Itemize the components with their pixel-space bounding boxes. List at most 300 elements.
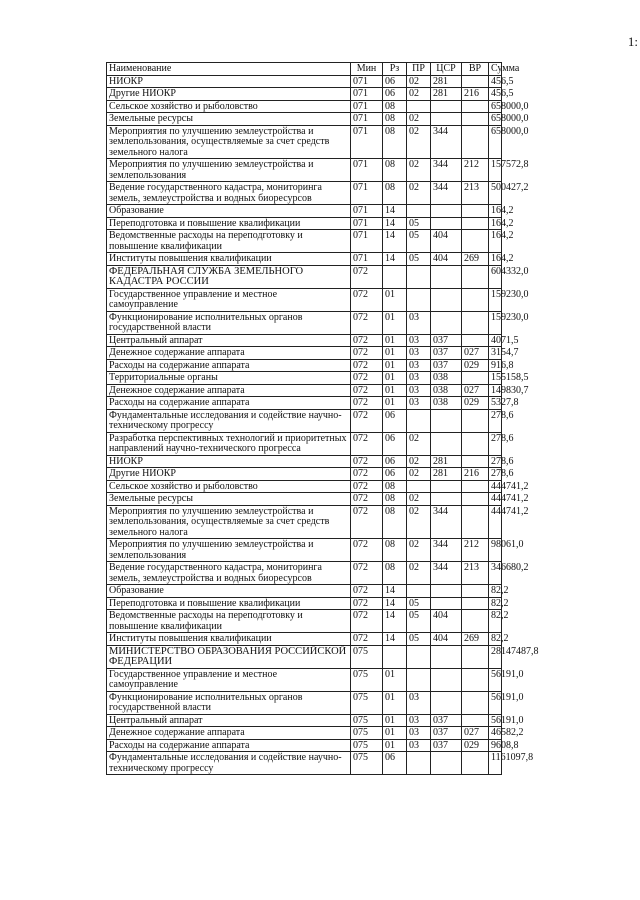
cell-min: 072 [351, 288, 383, 311]
cell-min: 072 [351, 562, 383, 585]
cell-rz: 14 [383, 253, 407, 266]
cell-csr [431, 265, 462, 288]
cell-name: Земельные ресурсы [107, 493, 351, 506]
table-row [107, 372, 502, 385]
cell-pr: 03 [407, 727, 431, 740]
cell-rz: 01 [383, 334, 407, 347]
cell-pr: 02 [407, 88, 431, 101]
cell-name: Функционирование исполнительных органов государственной власти [107, 311, 351, 334]
cell-sum: 444741,2 [489, 493, 502, 506]
table-row [107, 265, 502, 288]
cell-name: НИОКР [107, 75, 351, 88]
cell-pr [407, 752, 431, 775]
cell-name: Государственное управление и местное самоуправление [107, 288, 351, 311]
cell-rz: 01 [383, 359, 407, 372]
cell-sum: 916,8 [489, 359, 502, 372]
cell-rz: 14 [383, 217, 407, 230]
cell-rz: 08 [383, 113, 407, 126]
cell-rz: 14 [383, 585, 407, 598]
cell-min: 071 [351, 125, 383, 159]
table-row [107, 334, 502, 347]
cell-pr [407, 480, 431, 493]
cell-name: Разработка перспективных технологий и приоритетных направлений научно-технического прогресса [107, 432, 351, 455]
table-row [107, 727, 502, 740]
table-row [107, 585, 502, 598]
cell-min: 072 [351, 455, 383, 468]
cell-rz: 06 [383, 409, 407, 432]
table-row [107, 562, 502, 585]
cell-name: Расходы на содержание аппарата [107, 739, 351, 752]
cell-csr: 404 [431, 610, 462, 633]
cell-sum: 56191,0 [489, 668, 502, 691]
cell-name: Центральный аппарат [107, 714, 351, 727]
cell-name: Ведомственные расходы на переподготовку и повышение квалификации [107, 230, 351, 253]
cell-min: 075 [351, 727, 383, 740]
cell-csr [431, 217, 462, 230]
table-row [107, 125, 502, 159]
table-header-row [107, 63, 502, 76]
cell-pr: 03 [407, 714, 431, 727]
cell-vr: 029 [462, 397, 489, 410]
cell-sum: 278,6 [489, 468, 502, 481]
cell-sum: 658000,0 [489, 113, 502, 126]
cell-pr: 05 [407, 633, 431, 646]
cell-sum: 658000,0 [489, 100, 502, 113]
cell-min: 072 [351, 633, 383, 646]
cell-min: 072 [351, 610, 383, 633]
cell-name: Образование [107, 205, 351, 218]
cell-min: 075 [351, 714, 383, 727]
cell-csr [431, 113, 462, 126]
cell-sum: 604332,0 [489, 265, 502, 288]
cell-vr: 027 [462, 347, 489, 360]
table-row [107, 182, 502, 205]
cell-vr [462, 493, 489, 506]
table-row [107, 217, 502, 230]
cell-sum: 9608,8 [489, 739, 502, 752]
cell-rz: 08 [383, 182, 407, 205]
table-row [107, 493, 502, 506]
cell-name: НИОКР [107, 455, 351, 468]
cell-pr [407, 100, 431, 113]
cell-csr: 037 [431, 727, 462, 740]
cell-rz: 01 [383, 739, 407, 752]
table-row [107, 455, 502, 468]
cell-vr [462, 409, 489, 432]
cell-vr [462, 100, 489, 113]
cell-pr: 02 [407, 505, 431, 539]
cell-vr [462, 311, 489, 334]
cell-sum: 278,6 [489, 455, 502, 468]
cell-csr: 281 [431, 468, 462, 481]
cell-sum: 82,2 [489, 610, 502, 633]
cell-pr: 05 [407, 253, 431, 266]
cell-min: 071 [351, 230, 383, 253]
cell-rz [383, 265, 407, 288]
cell-csr: 344 [431, 182, 462, 205]
header-pr: ПР [407, 63, 431, 76]
cell-name: Фундаментальные исследования и содействие научно-техническому прогрессу [107, 409, 351, 432]
cell-min: 075 [351, 739, 383, 752]
cell-vr [462, 217, 489, 230]
cell-name: Функционирование исполнительных органов государственной власти [107, 691, 351, 714]
cell-sum: 28147487,8 [489, 645, 502, 668]
cell-sum: 444741,2 [489, 505, 502, 539]
cell-csr: 037 [431, 739, 462, 752]
cell-vr [462, 334, 489, 347]
cell-min: 072 [351, 493, 383, 506]
cell-csr: 281 [431, 455, 462, 468]
cell-csr: 038 [431, 384, 462, 397]
header-rz: Рз [383, 63, 407, 76]
cell-min: 075 [351, 668, 383, 691]
cell-sum: 1161097,8 [489, 752, 502, 775]
cell-vr [462, 432, 489, 455]
cell-vr [462, 288, 489, 311]
table-row [107, 714, 502, 727]
cell-csr: 038 [431, 397, 462, 410]
cell-pr: 03 [407, 372, 431, 385]
cell-min: 071 [351, 100, 383, 113]
cell-pr: 02 [407, 113, 431, 126]
cell-name: Сельское хозяйство и рыболовство [107, 480, 351, 493]
cell-csr: 344 [431, 125, 462, 159]
cell-vr [462, 597, 489, 610]
header-min: Мин [351, 63, 383, 76]
cell-pr: 03 [407, 359, 431, 372]
cell-csr: 344 [431, 562, 462, 585]
cell-name: Фундаментальные исследования и содействие научно-техническому прогрессу [107, 752, 351, 775]
cell-sum: 56191,0 [489, 691, 502, 714]
cell-min: 071 [351, 253, 383, 266]
cell-sum: 56191,0 [489, 714, 502, 727]
cell-rz: 06 [383, 468, 407, 481]
cell-pr [407, 265, 431, 288]
cell-csr: 037 [431, 359, 462, 372]
cell-sum: 157572,8 [489, 159, 502, 182]
cell-rz: 08 [383, 539, 407, 562]
header-sum: Сумма [489, 63, 502, 76]
cell-rz: 08 [383, 125, 407, 159]
cell-sum: 5327,8 [489, 397, 502, 410]
cell-vr [462, 372, 489, 385]
cell-sum: 456,5 [489, 75, 502, 88]
page-number: 1: [627, 34, 638, 49]
cell-csr [431, 205, 462, 218]
cell-csr [431, 480, 462, 493]
cell-pr: 03 [407, 347, 431, 360]
cell-min: 072 [351, 359, 383, 372]
cell-csr [431, 668, 462, 691]
cell-vr [462, 125, 489, 159]
cell-sum: 149830,7 [489, 384, 502, 397]
cell-rz: 06 [383, 752, 407, 775]
cell-min: 072 [351, 384, 383, 397]
cell-vr [462, 645, 489, 668]
cell-vr [462, 714, 489, 727]
cell-rz: 01 [383, 397, 407, 410]
table-row [107, 113, 502, 126]
cell-rz: 01 [383, 714, 407, 727]
header-vr: ВР [462, 63, 489, 76]
cell-vr [462, 505, 489, 539]
cell-rz: 08 [383, 100, 407, 113]
cell-pr: 03 [407, 691, 431, 714]
cell-min: 072 [351, 585, 383, 598]
cell-csr: 344 [431, 539, 462, 562]
cell-rz: 06 [383, 455, 407, 468]
cell-csr: 038 [431, 372, 462, 385]
cell-pr: 02 [407, 159, 431, 182]
cell-min: 072 [351, 347, 383, 360]
cell-rz: 14 [383, 230, 407, 253]
cell-csr [431, 409, 462, 432]
cell-rz: 08 [383, 159, 407, 182]
cell-min: 072 [351, 480, 383, 493]
cell-min: 072 [351, 468, 383, 481]
cell-min: 072 [351, 597, 383, 610]
table-row [107, 505, 502, 539]
cell-min: 075 [351, 752, 383, 775]
cell-name: Территориальные органы [107, 372, 351, 385]
cell-vr [462, 455, 489, 468]
cell-name: Сельское хозяйство и рыболовство [107, 100, 351, 113]
cell-name: Расходы на содержание аппарата [107, 359, 351, 372]
cell-min: 072 [351, 311, 383, 334]
cell-min: 072 [351, 432, 383, 455]
cell-csr [431, 645, 462, 668]
cell-min: 072 [351, 539, 383, 562]
cell-csr [431, 432, 462, 455]
cell-name: Другие НИОКР [107, 468, 351, 481]
cell-rz: 14 [383, 633, 407, 646]
cell-pr [407, 668, 431, 691]
cell-csr: 281 [431, 75, 462, 88]
cell-name: Денежное содержание аппарата [107, 347, 351, 360]
cell-name: Переподготовка и повышение квалификации [107, 597, 351, 610]
cell-csr [431, 288, 462, 311]
cell-min: 071 [351, 88, 383, 101]
cell-name: Государственное управление и местное самоуправление [107, 668, 351, 691]
cell-pr: 02 [407, 182, 431, 205]
cell-vr: 213 [462, 182, 489, 205]
cell-rz: 06 [383, 432, 407, 455]
cell-rz: 01 [383, 668, 407, 691]
table-row [107, 480, 502, 493]
cell-pr: 02 [407, 493, 431, 506]
cell-min: 072 [351, 409, 383, 432]
cell-vr: 216 [462, 468, 489, 481]
cell-sum: 155158,5 [489, 372, 502, 385]
table-row [107, 288, 502, 311]
cell-vr: 216 [462, 88, 489, 101]
cell-min: 071 [351, 205, 383, 218]
cell-name: Институты повышения квалификации [107, 253, 351, 266]
cell-sum: 3154,7 [489, 347, 502, 360]
cell-min: 075 [351, 645, 383, 668]
cell-rz: 08 [383, 505, 407, 539]
cell-rz: 01 [383, 311, 407, 334]
table-row [107, 230, 502, 253]
cell-pr [407, 585, 431, 598]
table-row [107, 752, 502, 775]
cell-name: Мероприятия по улучшению землеустройства и землепользования [107, 539, 351, 562]
table-body [107, 75, 539, 775]
cell-sum: 164,2 [489, 253, 502, 266]
table-row [107, 88, 502, 101]
cell-vr: 029 [462, 739, 489, 752]
cell-vr: 269 [462, 253, 489, 266]
cell-csr [431, 691, 462, 714]
cell-pr: 05 [407, 230, 431, 253]
cell-name: Переподготовка и повышение квалификации [107, 217, 351, 230]
budget-table [106, 62, 539, 775]
cell-rz: 01 [383, 727, 407, 740]
table-row [107, 468, 502, 481]
header-csr: ЦСР [431, 63, 462, 76]
table-row [107, 668, 502, 691]
cell-min: 071 [351, 113, 383, 126]
cell-pr: 02 [407, 455, 431, 468]
cell-sum: 98061,0 [489, 539, 502, 562]
cell-min: 072 [351, 397, 383, 410]
cell-pr: 02 [407, 539, 431, 562]
cell-pr: 05 [407, 217, 431, 230]
cell-rz: 01 [383, 347, 407, 360]
cell-name: Денежное содержание аппарата [107, 384, 351, 397]
cell-csr: 344 [431, 505, 462, 539]
cell-sum: 159230,0 [489, 288, 502, 311]
cell-sum: 46582,2 [489, 727, 502, 740]
cell-min: 071 [351, 75, 383, 88]
table-row [107, 205, 502, 218]
cell-sum: 444741,2 [489, 480, 502, 493]
cell-sum: 456,5 [489, 88, 502, 101]
cell-sum: 500427,2 [489, 182, 502, 205]
cell-pr: 05 [407, 597, 431, 610]
cell-name: МИНИСТЕРСТВО ОБРАЗОВАНИЯ РОССИЙСКОЙ ФЕДЕРАЦИИ [107, 645, 351, 668]
cell-name: Мероприятия по улучшению землеустройства и землепользования, осуществляемые за счет средств земельного налога [107, 125, 351, 159]
cell-sum: 82,2 [489, 597, 502, 610]
table-row [107, 691, 502, 714]
cell-pr: 05 [407, 610, 431, 633]
cell-vr: 212 [462, 159, 489, 182]
cell-rz: 01 [383, 691, 407, 714]
table-row [107, 397, 502, 410]
cell-sum: 278,6 [489, 432, 502, 455]
cell-vr [462, 205, 489, 218]
cell-rz: 01 [383, 288, 407, 311]
cell-name: Денежное содержание аппарата [107, 727, 351, 740]
cell-sum: 82,2 [489, 633, 502, 646]
cell-pr: 03 [407, 311, 431, 334]
cell-sum: 164,2 [489, 205, 502, 218]
cell-vr [462, 230, 489, 253]
cell-pr: 02 [407, 75, 431, 88]
cell-vr: 212 [462, 539, 489, 562]
cell-vr [462, 691, 489, 714]
cell-csr: 404 [431, 230, 462, 253]
table-row [107, 75, 502, 88]
cell-csr [431, 100, 462, 113]
table-row [107, 384, 502, 397]
cell-name: ФЕДЕРАЛЬНАЯ СЛУЖБА ЗЕМЕЛЬНОГО КАДАСТРА РОССИИ [107, 265, 351, 288]
table-row [107, 409, 502, 432]
header-name: Наименование [107, 63, 351, 76]
cell-csr [431, 311, 462, 334]
cell-csr [431, 597, 462, 610]
cell-pr: 03 [407, 397, 431, 410]
table-row [107, 739, 502, 752]
cell-sum: 658000,0 [489, 125, 502, 159]
cell-name: Центральный аппарат [107, 334, 351, 347]
cell-vr: 029 [462, 359, 489, 372]
table-row [107, 347, 502, 360]
cell-sum: 346680,2 [489, 562, 502, 585]
cell-sum: 164,2 [489, 230, 502, 253]
cell-sum: 159230,0 [489, 311, 502, 334]
cell-pr: 03 [407, 334, 431, 347]
cell-csr: 037 [431, 347, 462, 360]
cell-name: Ведение государственного кадастра, мониторинга земель, землеустройства и водных биоресурсов [107, 562, 351, 585]
cell-csr [431, 585, 462, 598]
table-row [107, 359, 502, 372]
cell-min: 072 [351, 334, 383, 347]
table-row [107, 253, 502, 266]
cell-pr: 03 [407, 739, 431, 752]
cell-pr [407, 409, 431, 432]
cell-min: 072 [351, 372, 383, 385]
cell-rz: 14 [383, 610, 407, 633]
cell-vr [462, 265, 489, 288]
cell-name: Расходы на содержание аппарата [107, 397, 351, 410]
cell-name: Ведомственные расходы на переподготовку и повышение квалификации [107, 610, 351, 633]
table-row [107, 610, 502, 633]
cell-pr [407, 645, 431, 668]
cell-pr [407, 205, 431, 218]
cell-pr: 02 [407, 468, 431, 481]
cell-sum: 4071,5 [489, 334, 502, 347]
cell-rz: 06 [383, 75, 407, 88]
cell-min: 075 [351, 691, 383, 714]
table-row [107, 159, 502, 182]
cell-min: 072 [351, 505, 383, 539]
cell-vr: 027 [462, 727, 489, 740]
cell-csr [431, 493, 462, 506]
cell-name: Другие НИОКР [107, 88, 351, 101]
cell-vr: 027 [462, 384, 489, 397]
cell-name: Институты повышения квалификации [107, 633, 351, 646]
cell-min: 071 [351, 217, 383, 230]
cell-name: Образование [107, 585, 351, 598]
cell-rz: 01 [383, 384, 407, 397]
table-row [107, 539, 502, 562]
cell-vr [462, 480, 489, 493]
cell-rz: 08 [383, 493, 407, 506]
cell-rz: 06 [383, 88, 407, 101]
cell-vr: 213 [462, 562, 489, 585]
cell-rz: 14 [383, 597, 407, 610]
cell-vr [462, 75, 489, 88]
cell-csr: 281 [431, 88, 462, 101]
cell-name: Мероприятия по улучшению землеустройства и землепользования [107, 159, 351, 182]
cell-rz: 14 [383, 205, 407, 218]
table-row [107, 633, 502, 646]
cell-pr: 02 [407, 125, 431, 159]
table-row [107, 432, 502, 455]
cell-rz: 01 [383, 372, 407, 385]
cell-pr [407, 288, 431, 311]
